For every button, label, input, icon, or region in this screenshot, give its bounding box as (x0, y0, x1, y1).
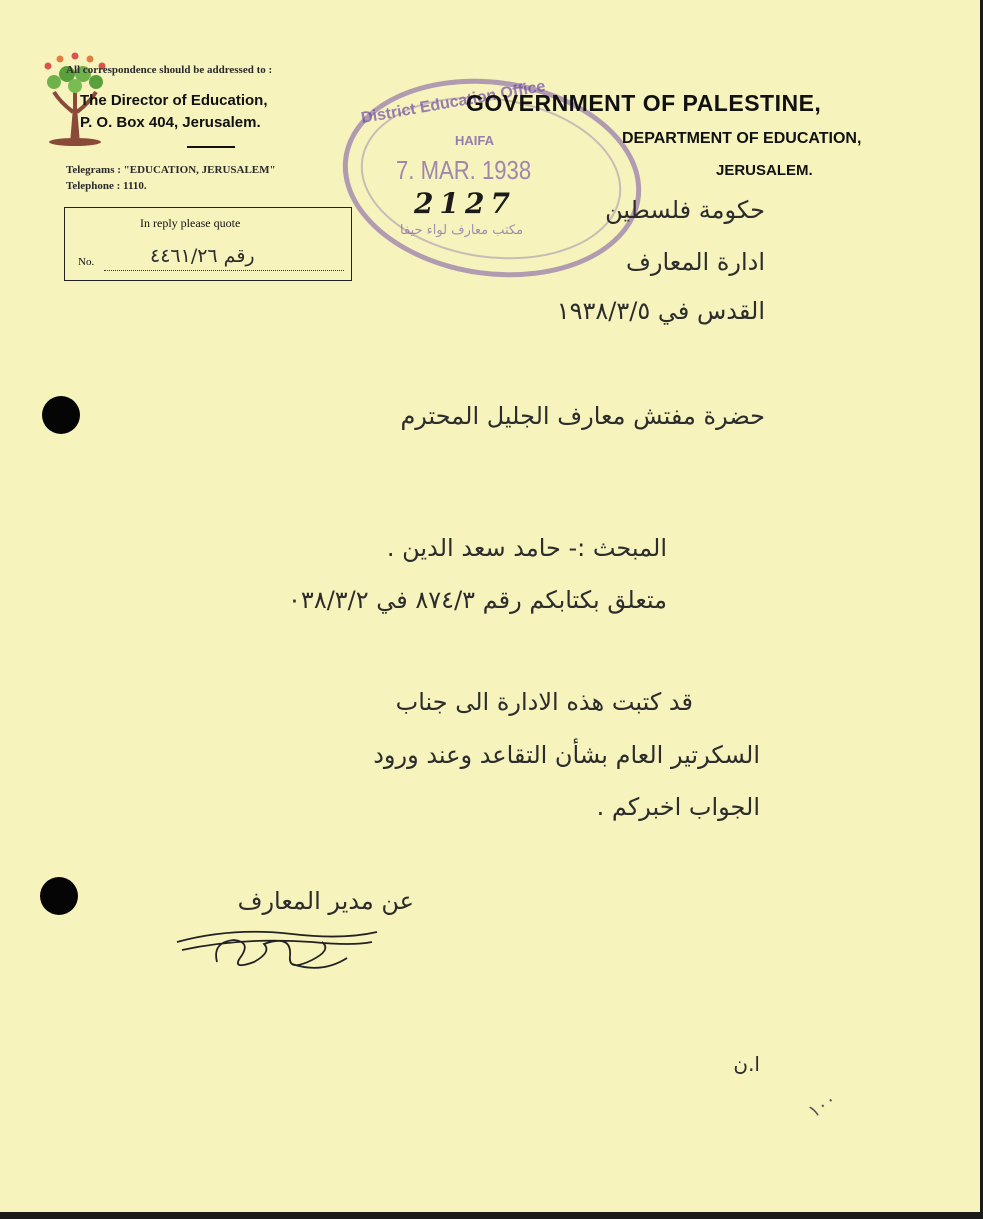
telegrams-line: Telegrams : "EDUCATION, JERUSALEM" (66, 164, 276, 176)
letter-subject: المبحث :- حامد سعد الدين . (386, 534, 667, 562)
department-heading: DEPARTMENT OF EDUCATION, (622, 130, 862, 147)
stamp-arabic-text: مكتب معارف لواء حيفا (400, 223, 524, 238)
reference-dotted-line (104, 270, 344, 271)
letter-addressee: حضرة مفتش معارف الجليل المحترم (400, 402, 765, 430)
punch-hole-top (42, 396, 80, 434)
signature-line: عن مدير المعارف (237, 887, 414, 915)
letter-body-line-3: الجواب اخبركم . (596, 793, 760, 821)
stamp-date: 7. MAR. 1938 (396, 155, 532, 185)
letter-date: القدس في ١٩٣٨/٣/٥ (556, 297, 765, 325)
stamp-office-text: District Education Office (359, 77, 547, 128)
handwritten-signature (172, 912, 392, 982)
arabic-government: حكومة فلسطين (605, 196, 765, 224)
reference-number: رقم ٤٤٦١/٢٦ (150, 245, 255, 267)
stamp-city-text: HAIFA (455, 133, 494, 148)
header-rule (187, 146, 235, 148)
letter-body-line-2: السكرتير العام بشأن التقاعد وعند ورود (373, 741, 760, 769)
arabic-department: ادارة المعارف (625, 248, 765, 276)
reply-label: In reply please quote (140, 216, 241, 230)
correspondence-note: All correspondence should be addressed to : (66, 64, 273, 76)
government-heading: GOVERNMENT OF PALESTINE, (466, 90, 822, 116)
margin-note: ١٠٠ (804, 1088, 841, 1123)
punch-hole-bottom (40, 877, 78, 915)
addressee-line-1: The Director of Education, (80, 92, 268, 109)
reference-no-label: No. (78, 256, 95, 268)
stamp-registration-number: 2127 (414, 187, 516, 220)
city-heading: JERUSALEM. (716, 162, 813, 179)
letter-reference: متعلق بكتابكم رقم ٨٧٤/٣ في ٠٣٨/٣/٢ (288, 586, 667, 614)
telephone-line: Telephone : 1110. (66, 180, 147, 192)
addressee-line-2: P. O. Box 404, Jerusalem. (80, 114, 261, 131)
letter-body-line-1: قد كتبت هذه الادارة الى جناب (395, 688, 693, 716)
initials: ا.ن (733, 1052, 760, 1076)
